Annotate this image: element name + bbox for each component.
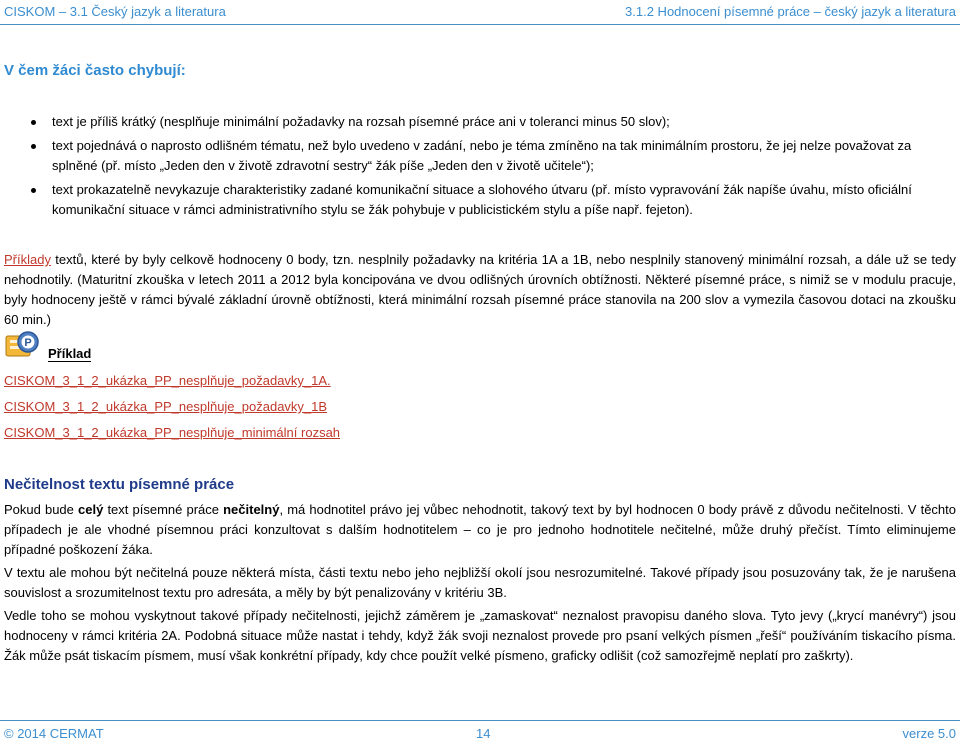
example-link-1b[interactable]: CISKOM_3_1_2_ukázka_PP_nesplňuje_požadavky_1B [4, 399, 328, 414]
list-item: text je příliš krátký (nesplňuje minimální požadavky na rozsah písemné práce ani v toleranci minus 50 slov); [0, 112, 960, 132]
header-right: 3.1.2 Hodnocení písemné práce – český jazyk a literatura [625, 4, 956, 19]
p1-text-c: text písemné práce [103, 502, 224, 517]
page-footer [0, 720, 960, 744]
example-link-1a[interactable]: CISKOM_3_1_2_ukázka_PP_nesplňuje_požadavky_1A. [4, 373, 331, 388]
examples-link[interactable]: Příklady [4, 252, 51, 267]
list-item: text prokazatelně nevykazuje charakteristiky zadané komunikační situace a slohového útvaru (př. místo vypravování žák napíše úvahu, místo oficiální komunikační situace v rámci administrativního stylu se žák pohybuje v publicistickém stylu a píše např. fejeton). [0, 180, 960, 220]
example-label: Příklad [48, 346, 92, 361]
illegibility-paragraph-1 [4, 500, 956, 560]
page-header [0, 0, 960, 25]
header-left: CISKOM – 3.1 Český jazyk a literatura [4, 4, 226, 19]
svg-text:P: P [24, 337, 32, 349]
footer-copyright: © 2014 CERMAT [4, 726, 104, 741]
p1-bold-cely: celý [78, 502, 104, 517]
examples-text: textů, které by byly celkově hodnoceny 0 body, tzn. nesplnily požadavky na kritéria 1A a 1B, nebo nesplnily stanovený minimální rozsah, a dále už se tedy nehodnotily. (Maturitní zkouška v letech 2011 a 2012 byla koncipována ve dvou odlišných úrovních obtížnosti. Některé písemné práce, s nimiž se v modulu pracuje, byly hodnoceny ještě v rámci bývalé základní úrovně obtížnosti, která minimální rozsah písemné práce stanovila na 200 slov a vymezila časovou dotaci na zkoušku 60 min.) [4, 252, 956, 327]
p1-text-a: Pokud bude [4, 502, 79, 517]
p1-text-e: , má hodnotitel právo jej vůbec nehodnotit, takový text by byl hodnocen 0 body právě z důvodu nečitelnosti. V těchto případech je ale vhodné písemnou práci konzultovat s dalším hodnotitelem – co je pro jednoho hodnotitele nečitelné, může druhý přečíst. Tímto eliminujeme případné poškození žáka. [4, 502, 956, 557]
footer-version: verze 5.0 [902, 726, 956, 741]
example-icon [4, 330, 44, 362]
footer-page-number: 14 [476, 726, 491, 741]
illegibility-paragraph-2: V textu ale mohou být nečitelná pouze některá místa, části textu nebo jeho nejbližší okolí jsou nesrozumitelné. Takové případy jsou posuzovány tak, že je narušena souvislost a srozumitelnost textu pro adresáta, a měly by být penalizovány v kritériu 3B. [4, 565, 956, 600]
illegibility-title: Nečitelnost textu písemné práce [4, 476, 235, 493]
list-item: text pojednává o naprosto odlišném tématu, než bylo uvedeno v zadání, nebo je téma zmíněno na tak minimálním prostoru, že jej nelze považovat za splněné (př. místo „Jeden den v životě zdravotní sestry“ žák píše „Jeden den v životě učitele“); [0, 136, 960, 176]
error-list [0, 112, 960, 224]
example-link-min-length[interactable]: CISKOM_3_1_2_ukázka_PP_nesplňuje_minimální rozsah [4, 425, 341, 440]
examples-paragraph [4, 250, 956, 330]
illegibility-paragraph-3: Vedle toho se mohou vyskytnout takové případy nečitelnosti, jejichž záměrem je „zamaskovat“ neznalost pravopisu daného slova. Tyto jevy („krycí manévry“) jsou hodnoceny v rámci kritéria 2A. Podobná situace může nastat i tehdy, když žák svoji neznalost provede pro psaní velkých písmen „řeší“ používáním tiskacího písma. Žák může psát tiskacím písmem, musí však konkrétní případy, kdy chce použít velké písmeno, graficky odlišit (což samozřejmě neplatí pro zaškrty). [4, 608, 956, 663]
p1-bold-necitelny: nečitelný [223, 502, 280, 517]
example-header [4, 330, 304, 364]
section-title: V čem žáci často chybují: [4, 62, 186, 79]
